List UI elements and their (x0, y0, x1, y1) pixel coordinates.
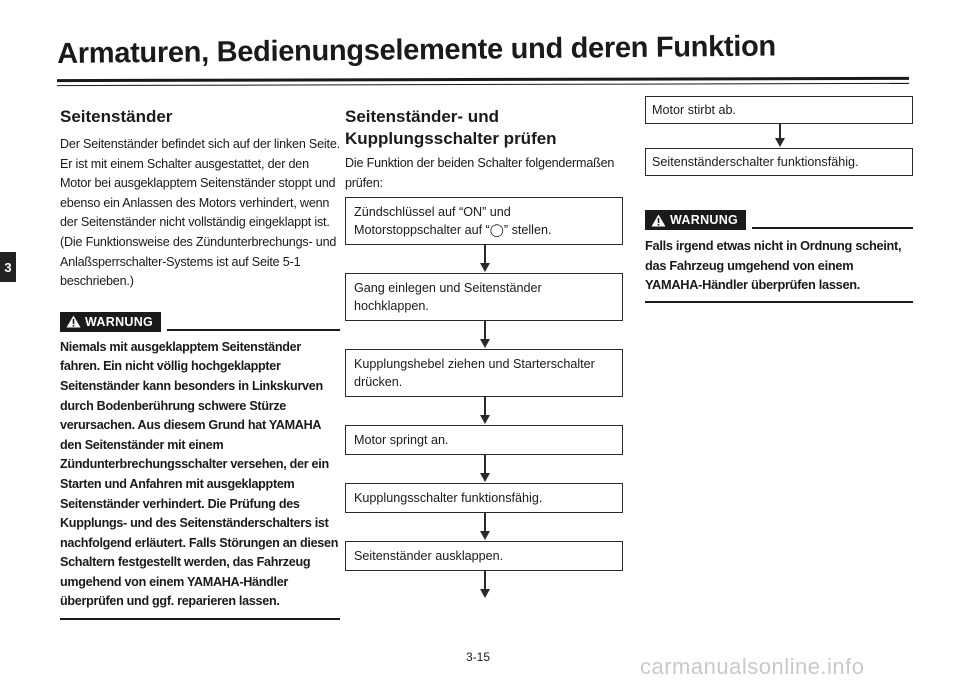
chapter-tab: 3 (0, 252, 16, 282)
arrow-down-icon (345, 397, 623, 425)
warning-rule (167, 329, 340, 331)
warning-rule (752, 227, 913, 229)
seitenstaender-paragraph: Der Seitenständer befindet sich auf der linken Seite. Er ist mit einem Schalter ausgestattet, der den Motor bei ausgeklapptem Seitenständer stoppt und ebenso ein Anlassen des Motors verhindert, wenn der Seitenständer nicht vollständig eingeklappt ist. (Die Funktionsweise des Zündunterbrechungs- und Anlaßsperrschalter-Systems ist auf Seite 5-1 beschrieben.) (60, 137, 340, 289)
arrow-down-icon (345, 245, 623, 273)
left-column (60, 106, 340, 620)
flow-step: Seitenständerschalter funktionsfähig. (645, 148, 913, 176)
warning-triangle-icon (66, 315, 81, 328)
flow-step: Motor springt an. (345, 425, 623, 455)
section-heading-seitenstaender: Seitenständer (60, 107, 173, 126)
warning-label: WARNUNG (85, 314, 154, 329)
warning-end-rule (60, 618, 340, 620)
right-column (645, 96, 913, 303)
arrow-down-icon (345, 321, 623, 349)
flow-step: Seitenständer ausklappen. (345, 541, 623, 571)
flow-step: Motor stirbt ab. (645, 96, 913, 124)
flow-step: Gang einlegen und Seitenständer hochklappen. (345, 273, 623, 321)
watermark: carmanualsonline.info (640, 654, 865, 679)
warning-badge (60, 312, 161, 332)
warning-header-right (645, 210, 913, 230)
warning-header (60, 312, 340, 332)
header-rule (57, 77, 909, 82)
arrow-down-icon (645, 124, 913, 148)
arrow-down-icon (345, 571, 623, 599)
check-flowchart (345, 197, 625, 599)
header-rule-thin (57, 83, 909, 86)
warning-label: WARNUNG (670, 213, 739, 227)
arrow-down-icon (345, 513, 623, 541)
warning-triangle-icon (651, 214, 666, 227)
flow-step: Kupplungsschalter funktionsfähig. (345, 483, 623, 513)
warning-badge (645, 210, 746, 230)
warning-text-right: Falls irgend etwas nicht in Ordnung scheint, das Fahrzeug umgehend von einem YAMAHA-Händler überprüfen lassen. (645, 238, 902, 293)
section-heading-schalter-pruefen: Seitenständer- und Kupplungsschalter prüfen (345, 107, 557, 148)
page-number: 3-15 (466, 650, 491, 664)
page-title: Armaturen, Bedienungselemente und deren Funktion (57, 30, 777, 70)
arrow-down-icon (345, 455, 623, 483)
warning-end-rule (645, 301, 913, 303)
pruefen-intro: Die Funktion der beiden Schalter folgendermaßen prüfen: (345, 156, 615, 190)
flow-step: Zündschlüssel auf “ON” und Motorstoppschalter auf “◯” stellen. (345, 197, 623, 245)
warning-text: Niemals mit ausgeklapptem Seitenständer fahren. Ein nicht völlig hochgeklappter Seitenständer kann besonders in Linkskurven durch Bodenberührung schwere Stürze verursachen. Aus diesem Grund hat YAMAHA den Seitenständer mit einem Zündunterbrechungsschalter versehen, der ein Starten und Anfahren mit ausgeklapptem Seitenständer verhindert. Die Prüfung des Kupplungs- und des Seitenständerschalters ist nachfolgend erläutert. Falls Störungen an diesen Schaltern festgestellt werden, das Fahrzeug umgehend von einem YAMAHA-Händler überprüfen und ggf. reparieren lassen. (60, 339, 339, 609)
middle-column (345, 106, 630, 193)
flow-step: Kupplungshebel ziehen und Starterschalter drücken. (345, 349, 623, 397)
